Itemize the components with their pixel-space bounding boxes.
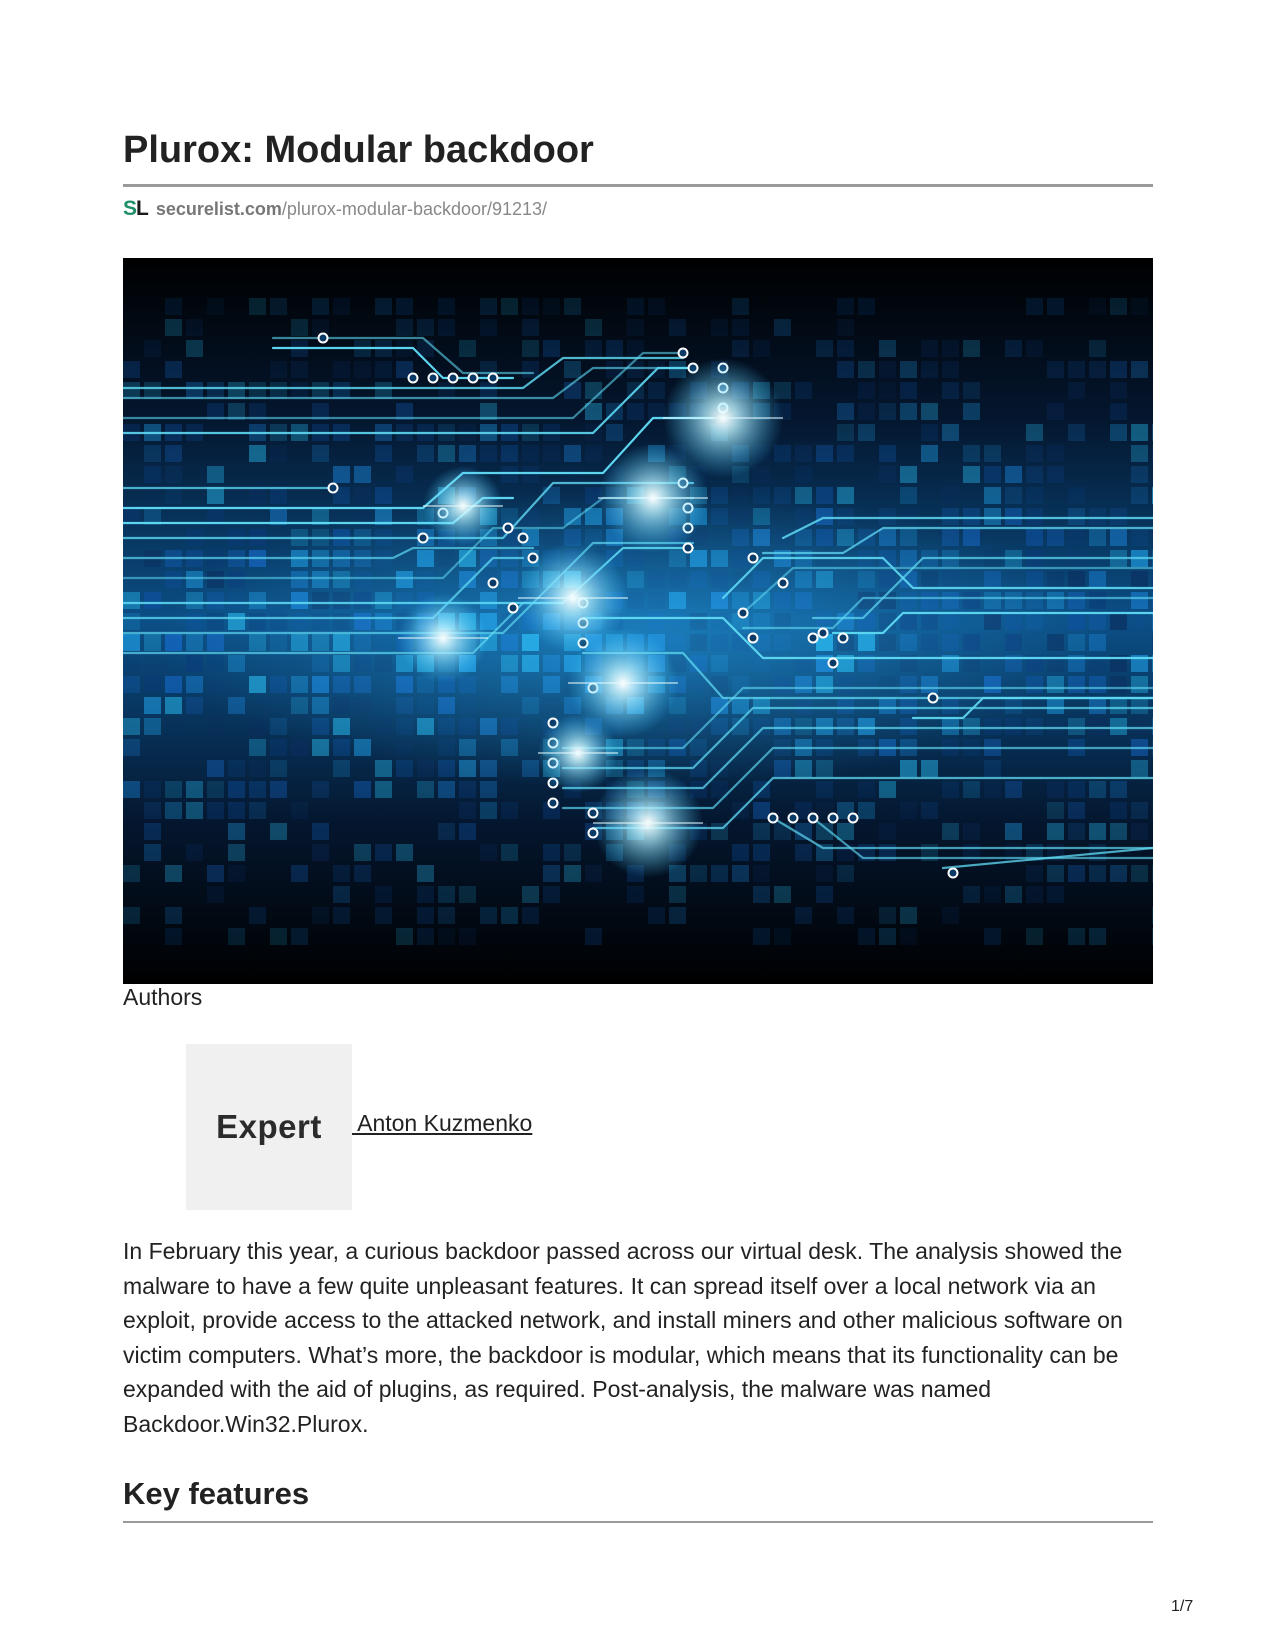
section-heading-key-features: Key features bbox=[123, 1476, 310, 1511]
title-divider bbox=[123, 184, 1153, 187]
authors-label: Authors bbox=[123, 984, 203, 1010]
source-url[interactable] bbox=[123, 196, 547, 222]
author-avatar bbox=[186, 1044, 352, 1210]
securelist-logo-icon: SL bbox=[123, 197, 148, 220]
page-number: 1/7 bbox=[1171, 1598, 1194, 1615]
source-domain: securelist.com bbox=[155, 198, 282, 219]
source-path: /plurox-modular-backdoor/91213/ bbox=[281, 198, 548, 219]
section-divider bbox=[123, 1521, 1153, 1523]
avatar-text: Expert bbox=[216, 1108, 322, 1145]
hero-image bbox=[123, 258, 1153, 984]
author-name-link[interactable]: Anton Kuzmenko bbox=[352, 1110, 533, 1136]
intro-paragraph: In February this year, a curious backdoor passed across our virtual desk. The analysis showed the malware to have a few quite unpleasant features. It can spread itself over a local network via an exploit, provide access to the attacked network, and install miners and other malicious software on victim computers. What’s more, the backdoor is modular, which means that its functionality can be expanded with the aid of plugins, as required. Post-analysis, the malware was named Backdoor.Win32.Plurox. bbox=[123, 1238, 1123, 1437]
page-title: Plurox: Modular backdoor bbox=[123, 129, 594, 171]
